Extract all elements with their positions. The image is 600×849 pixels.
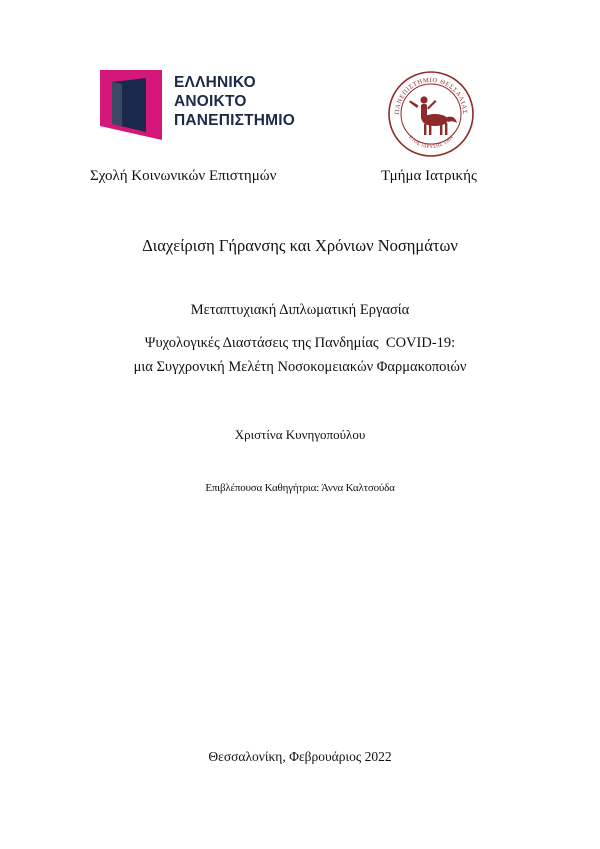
uth-seal xyxy=(387,70,475,158)
thesis-type: Μεταπτυχιακή Διπλωματική Εργασία xyxy=(190,302,410,318)
school-name: Σχολή Κοινωνικών Επιστημών xyxy=(90,168,277,184)
thesis-title-line-2: μια Συγχρονική Μελέτη Νοσοκομειακών Φαρμακοποιών xyxy=(133,359,467,375)
eap-logo-mark xyxy=(98,68,178,142)
eap-logo-line-3: ΠΑΝΕΠΙΣΤΗΜΙΟ xyxy=(174,112,296,129)
eap-logo-text xyxy=(174,73,295,130)
centaur-icon xyxy=(387,70,475,158)
svg-text:ΠΑΝΕΠΙΣΤΗΜΙΟ ΘΕΣΣΑΛΙΑΣ: ΠΑΝΕΠΙΣΤΗΜΙΟ ΘΕΣΣΑΛΙΑΣ xyxy=(393,76,469,115)
eap-logo xyxy=(98,68,296,142)
eap-logo-line-2: ΑΝΟΙΚΤΟ xyxy=(174,93,247,110)
place-and-date: Θεσσαλονίκη, Φεβρουάριος 2022 xyxy=(208,749,392,764)
eap-logo-line-1: ΕΛΛΗΝΙΚΟ xyxy=(174,74,256,91)
supervisor-line: Επιβλέπουσα Καθηγήτρια: Άννα Καλτσούδα xyxy=(205,482,395,494)
program-title: Διαχείριση Γήρανσης και Χρόνιων Νοσημάτων xyxy=(142,236,458,255)
department-name: Τμήμα Ιατρικής xyxy=(381,168,477,184)
thesis-title-line-1: Ψυχολογικές Διαστάσεις της Πανδημίας COVID-19: xyxy=(144,335,456,351)
svg-text:ΕΤΟΣ ΙΔΡΥΣΗΣ 1984: ΕΤΟΣ ΙΔΡΥΣΗΣ 1984 xyxy=(407,135,455,151)
author-name: Χριστίνα Κυνηγοπούλου xyxy=(234,427,366,442)
